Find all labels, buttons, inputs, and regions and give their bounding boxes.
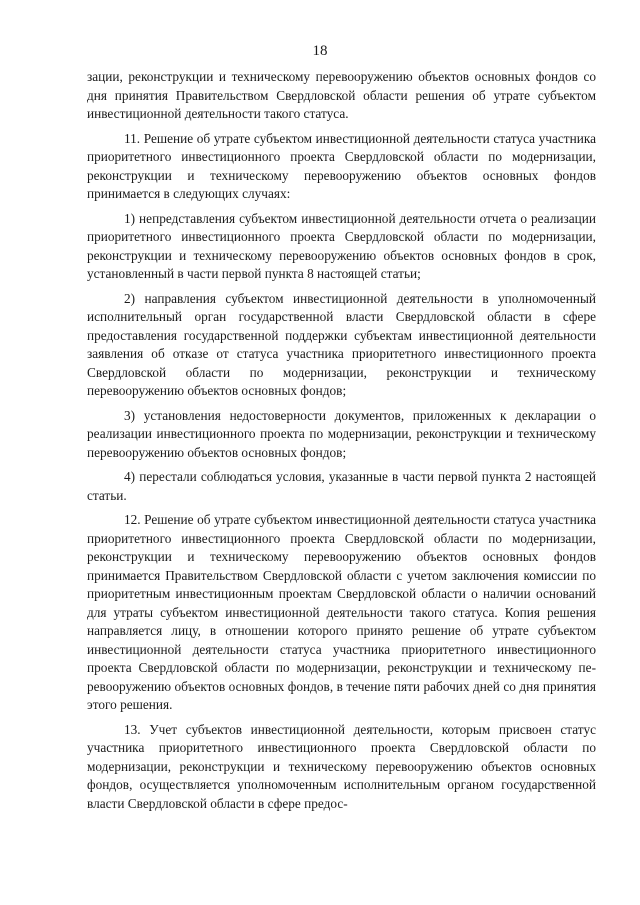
clause-11-item-3: 3) установления недостоверности документов, приложенных к декларации о реализации инвестиционного проекта по модернизации, реконструкции и техническому перевооружению объектов основных фондов; [87,407,596,460]
clause-11-item-4: 4) перестали соблюдаться условия, указанные в части первой пункта 2 настоящей статьи. [87,469,596,503]
clause-11-item-2: 2) направления субъектом инвестиционной деятельности в уполномоченный исполнительный орган государственной власти Свердловской области в сфере предоставления государственной поддержки субъектам инвестиционной деятельности заявления об отказе от статуса участника приоритетного инвестиционного проекта Свердловской области по модернизации, реконструкции и техническому перевооружению объектов основных фондов; [87,290,596,398]
paragraph-continuation: зации, реконструкции и техническому перевооружению объектов основных фондов со дня принятия Правительством Свердловской области решения об утрате субъектом инвестиционной деятельности такого статуса. [87,69,596,121]
clause-12: 12. Решение об утрате субъектом инвестиционной деятельности статуса участника приоритетного инвестиционного проекта Свердловской области по модернизации, реконструкции и техническому перевооружению объектов основных фондов принимается Правительством Свердловской области с учетом заключения комиссии по приоритетным инвестиционным проектам Свердловской области о наличии оснований для утраты субъектом инвестиционной деятельности такого статуса. Копия решения направляется лицу, в отношении которого принято решение об утрате субъектом инвестиционной деятельности статуса участника приоритетного инвестиционного проекта Свердловской области по модернизации, реконструкции и техническому перевооружению объектов основных фондов, в течение пяти рабочих дней со дня принятия этого решения. [87,512,596,712]
clause-13: 13. Учет субъектов инвестиционной деятельности, которым присвоен статус участника приоритетного инвестиционного проекта Свердловской области по модернизации, реконструкции и техническому перевооружению объектов основных фондов, осуществляется уполномоченным исполнительным органом государственной власти Свердловской области в сфере предос- [87,721,596,811]
clause-11: 11. Решение об утрате субъектом инвестиционной деятельности статуса участника приоритетного инвестиционного проекта Свердловской области по модернизации, реконструкции и техническому перевооружению объектов основных фондов принимается в следующих случаях: [87,130,596,201]
page-number: 18 [312,43,328,59]
clause-11-item-1: 1) непредставления субъектом инвестиционной деятельности отчета о реализации приоритетного инвестиционного проекта Свердловской области по модернизации, реконструкции и техническому перевооружению объектов основных фондов в срок, установленный в части первой пункта 8 настоящей статьи; [87,210,596,281]
document-body [87,68,596,819]
